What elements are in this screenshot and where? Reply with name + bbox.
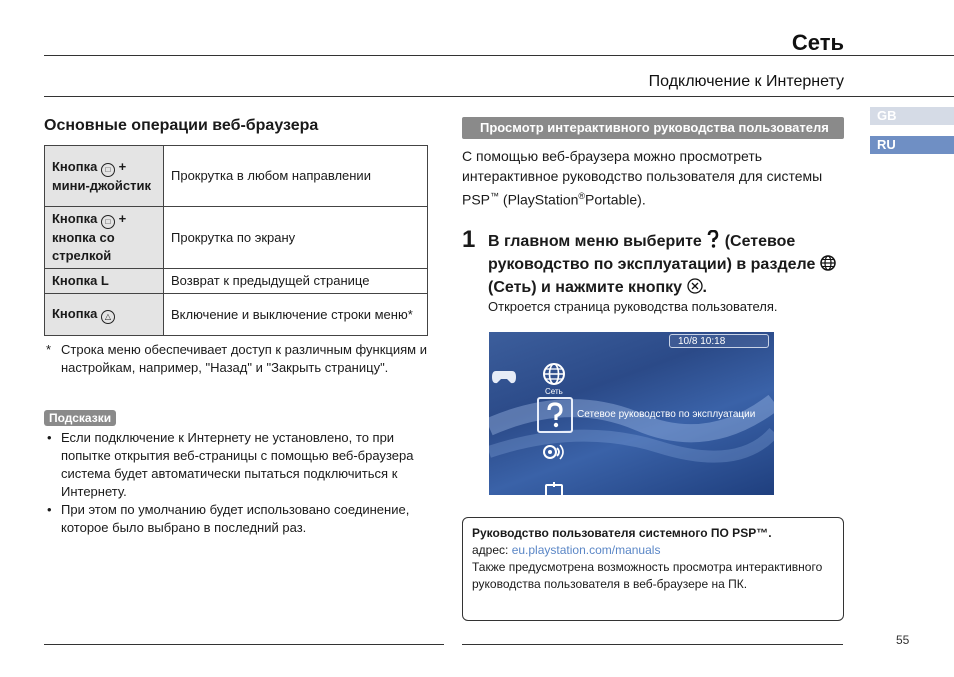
table-key-cell [45,269,164,294]
square-button-icon: □ [101,163,115,177]
table-value-cell: Прокрутка в любом направлении [164,146,428,207]
triangle-button-icon: △ [101,310,115,324]
footnote-mark: * [46,342,52,357]
menu-item-icon[interactable] [545,482,563,495]
key-prefix: Кнопка [52,211,98,226]
trademark-mark: ™ [490,191,500,201]
manual-info-box [462,517,844,621]
step-result: Откроется страница руководства пользователя. [488,299,778,314]
table-value-cell: Прокрутка по экрану [164,207,428,269]
key-prefix: Кнопка [52,306,98,321]
intro-text-c: Portable). [585,191,646,208]
table-row [45,269,428,294]
language-tab-ru[interactable]: RU [870,136,954,154]
title-rule [44,55,954,56]
language-tab-gb[interactable]: GB [870,107,954,125]
table-row [45,207,428,269]
table-key-cell [45,294,164,336]
square-button-icon: □ [101,215,115,229]
list-item: • Если подключение к Интернету не установлено, то при попытке открытия веб-страницы с помощью веб-браузера система будет автоматически пытаться подключиться к Интернету. [44,429,434,501]
intro-text-b: (PlayStation [499,191,579,208]
globe-icon [820,255,836,277]
browser-operations-heading: Основные операции веб-браузера [44,117,319,134]
cross-button-icon [687,278,703,300]
table-row [45,294,428,336]
section-title: Подключение к Интернету [648,73,844,90]
table-row [45,146,428,207]
step-number: 1 [462,226,476,253]
intro-text-a: С помощью веб-браузера можно просмотреть интерактивное руководство пользователя для системы PSP [462,148,823,208]
question-mark-icon [706,230,720,254]
registered-mark: ® [578,191,586,201]
psp-category-label: Сеть [545,387,563,396]
page-title: Сеть [791,30,844,55]
step-text-b: (Сетевое руководство по эксплуатации) в разделе [488,233,820,273]
list-item: • При этом по умолчанию будет использовано соединение, которое было выбрано в последний раз. [44,501,434,537]
key-suffix: + кнопка со стрелкой [52,211,127,263]
info-box-title: Руководство пользователя системного ПО PSP™. [472,526,772,540]
psp-status-bar: 10/8 10:18 [669,334,769,348]
psp-selected-item[interactable] [537,397,573,433]
browser-operations-table [44,145,428,336]
section-rule [44,96,954,97]
table-key-cell [45,207,164,269]
table-key-cell [45,146,164,207]
step-instruction [488,230,848,300]
table-footnote [44,341,434,377]
psp-screenshot [489,332,774,495]
hints-list [44,429,434,537]
key-prefix: Кнопка [52,158,98,174]
question-mark-icon [539,399,571,431]
manual-url-link[interactable]: eu.playstation.com/manuals [511,543,661,557]
table-value-cell: Возврат к предыдущей странице [164,269,428,294]
page-number: 55 [896,633,910,647]
info-box-text: Также предусмотрена возможность просмотра интерактивного руководства пользователя в веб-браузере на ПК. [472,560,823,591]
step-text-c: (Сеть) и нажмите кнопку [488,279,687,296]
manual-heading: Просмотр интерактивного руководства пользователя [462,117,844,139]
key-suffix: + мини-джойстик [52,158,151,193]
table-value-cell: Включение и выключение строки меню* [164,294,428,336]
hints-badge: Подсказки [44,410,116,426]
address-label: адрес: [472,543,512,557]
step-text-a: В главном меню выберите [488,233,707,250]
footnote-text: Строка меню обеспечивает доступ к различным функциям и настройкам, например, "Назад" и "Закрыть страницу". [61,342,427,375]
footer-rule [462,644,843,645]
intro-paragraph [462,146,842,210]
step-text-d: . [702,279,707,296]
game-controller-icon[interactable] [491,369,517,390]
info-box-address [472,542,834,559]
key-prefix: Кнопка L [52,273,109,288]
footer-rule [44,644,444,645]
network-settings-icon[interactable] [542,442,566,469]
psp-menu-label: Сетевое руководство по эксплуатации [577,409,756,420]
